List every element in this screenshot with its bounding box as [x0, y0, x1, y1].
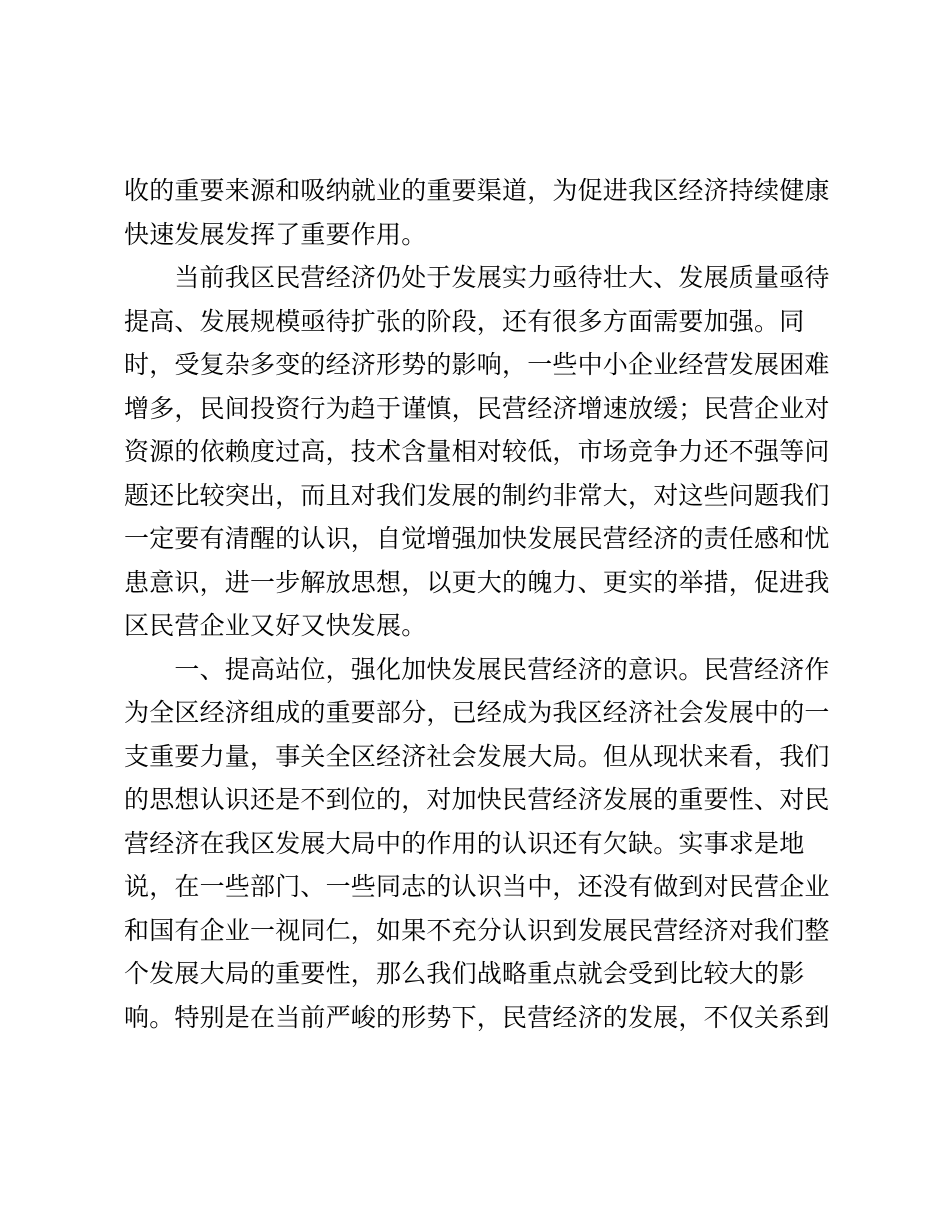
text-line: 时，受复杂多变的经济形势的影响，一些中小企业经营发展困难	[124, 350, 830, 379]
text-line: 个发展大局的重要性，那么我们战略重点就会受到比较大的影	[124, 959, 805, 988]
text-line: 和国有企业一视同仁，如果不充分认识到发展民营经济对我们整	[124, 916, 830, 945]
text-line: 为全区经济组成的重要部分，已经成为我区经济社会发展中的一	[124, 698, 830, 727]
text-line: 区民营企业又好又快发展。	[124, 611, 427, 640]
text-line: 营经济在我区发展大局中的作用的认识还有欠缺。实事求是地	[124, 829, 805, 858]
text-line: 一、提高站位，强化加快发展民营经济的意识。民营经济作	[124, 655, 830, 684]
text-line: 资源的依赖度过高，技术含量相对较低，市场竞争力还不强等问	[124, 437, 830, 466]
text-line: 支重要力量，事关全区经济社会发展大局。但从现状来看，我们	[124, 742, 830, 771]
text-line: 提高、发展规模亟待扩张的阶段，还有很多方面需要加强。同	[124, 307, 805, 336]
text-line: 说，在一些部门、一些同志的认识当中，还没有做到对民营企业	[124, 872, 830, 901]
text-line: 增多，民间投资行为趋于谨慎，民营经济增速放缓；民营企业对	[124, 394, 830, 423]
text-line: 一定要有清醒的认识，自觉增强加快发展民营经济的责任感和忧	[124, 524, 830, 553]
text-line: 患意识，进一步解放思想，以更大的魄力、更实的举措，促进我	[124, 568, 830, 597]
text-line: 的思想认识还是不到位的，对加快民营经济发展的重要性、对民	[124, 785, 830, 814]
text-line: 题还比较突出，而且对我们发展的制约非常大，对这些问题我们	[124, 481, 830, 510]
text-line: 快速发展发挥了重要作用。	[124, 220, 427, 249]
text-line: 当前我区民营经济仍处于发展实力亟待壮大、发展质量亟待	[124, 263, 830, 292]
text-line: 响。特别是在当前严峻的形势下，民营经济的发展，不仅关系到	[124, 1003, 830, 1032]
text-line: 收的重要来源和吸纳就业的重要渠道，为促进我区经济持续健康	[124, 176, 830, 205]
